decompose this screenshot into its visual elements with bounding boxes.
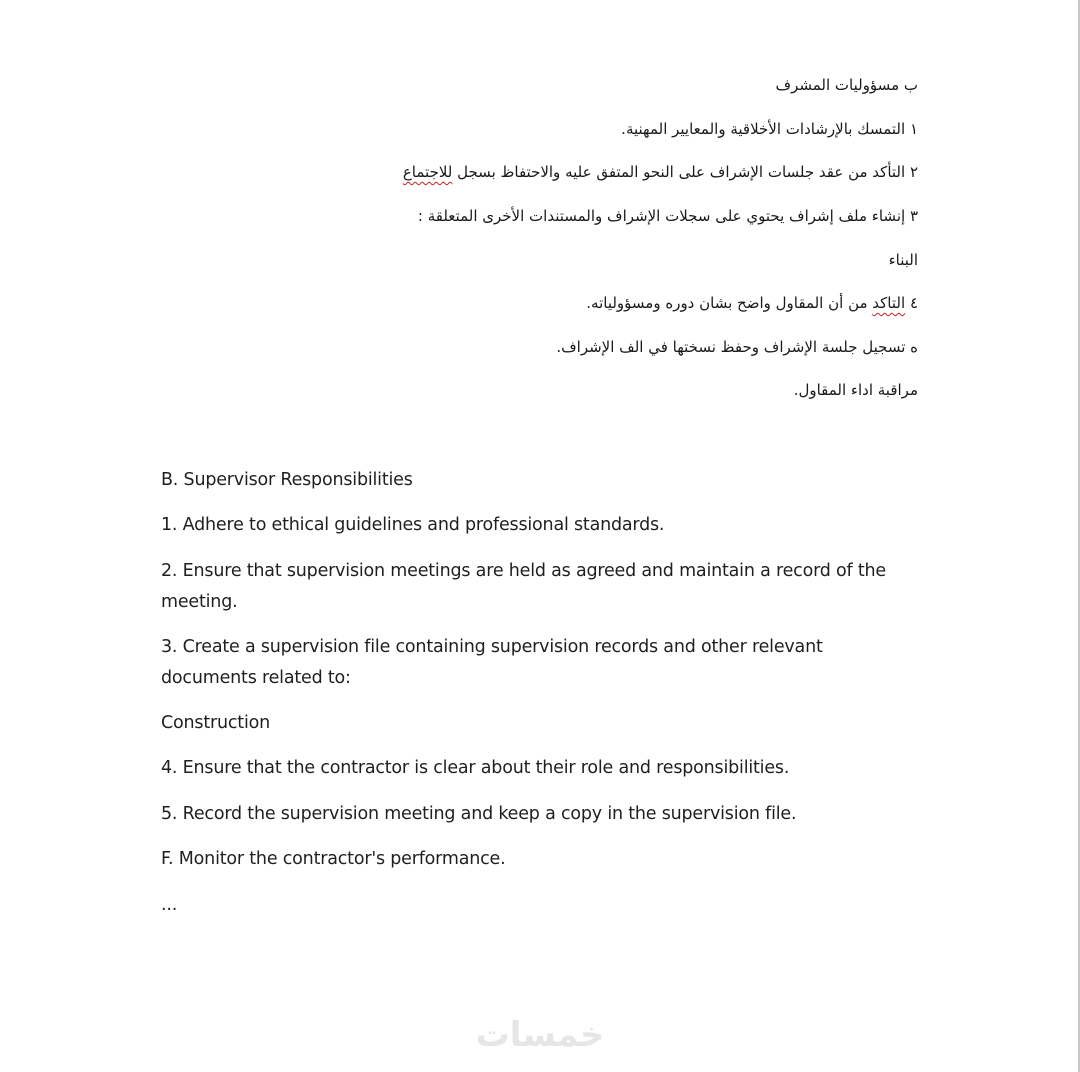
arabic-item-4-text: من أن المقاول واضح بشان دوره ومسؤولياته.	[586, 294, 873, 312]
arabic-item-6: مراقبة اداء المقاول.	[793, 381, 918, 399]
arabic-item-2	[403, 163, 918, 181]
spellcheck-flagged-word[interactable]: للاجتماع	[402, 163, 453, 181]
arabic-heading: ب مسؤوليات المشرف	[775, 76, 918, 94]
english-item-4: 4. Ensure that the contractor is clear about their role and responsibilities.	[161, 758, 790, 778]
english-item-1: 1. Adhere to ethical guidelines and professional standards.	[161, 515, 665, 535]
english-item-3: 3. Create a supervision file containing supervision records and other relevant documents related to:	[161, 637, 823, 688]
arabic-item-5: ه تسجيل جلسة الإشراف وحفظ نسختها في الف الإشراف.	[556, 338, 918, 356]
arabic-item-1: ١ التمسك بالإرشادات الأخلاقية والمعايير المهنية.	[621, 120, 918, 138]
english-item-6: F. Monitor the contractor's performance.	[161, 849, 506, 869]
english-item-5: 5. Record the supervision meeting and keep a copy in the supervision file.	[161, 804, 797, 824]
english-heading: B. Supervisor Responsibilities	[161, 470, 413, 490]
spellcheck-flagged-word[interactable]: التاكد	[872, 294, 906, 312]
english-item-2: 2. Ensure that supervision meetings are held as agreed and maintain a record of the meeting.	[161, 561, 886, 612]
arabic-item-construction: البناء	[888, 251, 918, 269]
arabic-item-2-text: ٢ التأكد من عقد جلسات الإشراف على النحو المتفق عليه والاحتفاظ بسجل	[452, 163, 918, 181]
english-ellipsis: ...	[161, 895, 178, 915]
english-item-construction: Construction	[161, 713, 271, 733]
khamsat-watermark-logo: خمسات	[475, 1015, 605, 1055]
arabic-item-4	[586, 294, 918, 312]
arabic-item-4-prefix: ٤	[905, 294, 918, 312]
arabic-item-3: ٣ إنشاء ملف إشراف يحتوي على سجلات الإشراف والمستندات الأخرى المتعلقة :	[417, 207, 918, 225]
